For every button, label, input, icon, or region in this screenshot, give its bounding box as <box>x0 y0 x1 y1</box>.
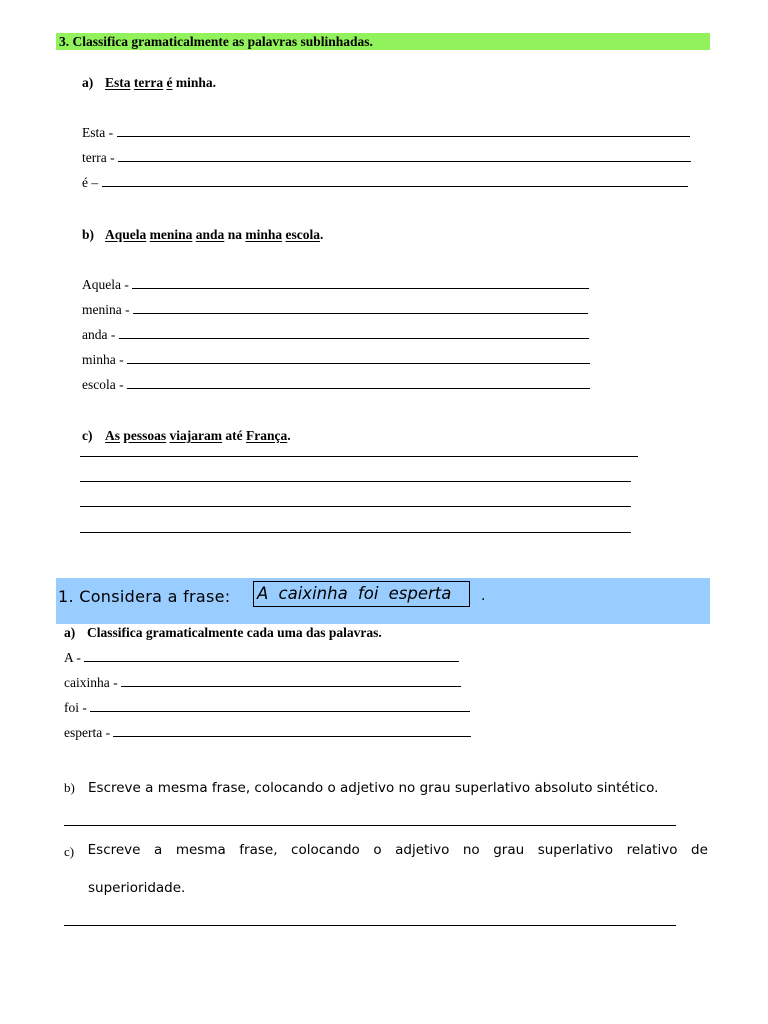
period: . <box>481 588 486 604</box>
answer-row-esperta <box>64 725 471 741</box>
exercise-1-banner <box>56 578 710 624</box>
answer-row-terra <box>82 150 691 166</box>
row-label: A - <box>64 650 81 665</box>
answer-row-aquela <box>82 277 589 293</box>
word: relativo <box>626 842 678 858</box>
answer-line[interactable] <box>102 176 688 187</box>
underlined-word: Aquela <box>105 227 147 242</box>
exercise-3-title: 3. Classifica gramaticalmente as palavras sublinhadas. <box>59 34 373 49</box>
word: superlativo <box>537 842 614 858</box>
underlined-word: anda <box>195 227 225 242</box>
underlined-word: é <box>166 75 173 90</box>
underlined-word: viajaram <box>169 428 223 443</box>
question-label: c) <box>64 844 75 859</box>
question-1a-text: Classifica gramaticalmente cada uma das palavras. <box>87 625 382 640</box>
answer-row-escola <box>82 377 590 393</box>
word: a <box>154 842 163 858</box>
row-label: esperta - <box>64 725 111 740</box>
answer-row-foi <box>64 700 470 716</box>
word: frase, <box>239 842 278 858</box>
answer-line[interactable] <box>80 532 631 533</box>
answer-row-menina <box>82 302 588 318</box>
answer-line[interactable] <box>133 303 588 314</box>
question-1c-line2: superioridade. <box>88 880 186 896</box>
underlined-word: minha <box>245 227 283 242</box>
answer-line[interactable] <box>127 378 590 389</box>
row-label: é – <box>82 175 99 190</box>
question-3a <box>82 75 216 91</box>
word: adjetivo <box>395 842 450 858</box>
exercise-3-banner <box>56 33 710 50</box>
question-label: b) <box>64 780 75 795</box>
answer-line[interactable] <box>64 925 676 926</box>
question-1b-text: Escreve a mesma frase, colocando o adjetivo no grau superlativo absoluto sintético. <box>88 780 659 796</box>
question-label: a) <box>82 75 94 90</box>
row-label: menina - <box>82 302 130 317</box>
word: o <box>373 842 382 858</box>
underlined-word: pessoas <box>123 428 167 443</box>
answer-row-e <box>82 175 688 191</box>
word: colocando <box>291 842 360 858</box>
exercise-1-title: 1. Considera a frase: <box>58 587 231 606</box>
answer-line[interactable] <box>127 353 590 364</box>
row-label: minha - <box>82 352 124 367</box>
sentence-3c <box>105 428 291 443</box>
answer-row-caixinha <box>64 675 461 691</box>
question-3c <box>82 428 291 444</box>
answer-line[interactable] <box>132 278 589 289</box>
row-label: caixinha - <box>64 675 118 690</box>
answer-line[interactable] <box>80 481 631 482</box>
answer-line[interactable] <box>119 328 589 339</box>
answer-row-a <box>64 650 459 666</box>
answer-row-minha <box>82 352 590 368</box>
question-label: c) <box>82 428 93 443</box>
answer-row-esta <box>82 125 690 141</box>
answer-line[interactable] <box>80 506 631 507</box>
row-label: escola - <box>82 377 124 392</box>
word: de <box>691 842 708 858</box>
sentence-text: até <box>222 428 247 443</box>
answer-line[interactable] <box>64 825 676 826</box>
question-label: a) <box>64 625 76 640</box>
underlined-word: terra <box>133 75 164 90</box>
sentence-text: na <box>224 227 246 242</box>
sentence-3a <box>105 75 216 90</box>
row-label: anda - <box>82 327 116 342</box>
underlined-word: menina <box>149 227 193 242</box>
answer-line[interactable] <box>113 726 471 737</box>
answer-line[interactable] <box>117 126 690 137</box>
underlined-word: França <box>246 428 288 443</box>
answer-line[interactable] <box>118 151 691 162</box>
sentence-text: . <box>287 428 291 443</box>
question-3b <box>82 227 323 243</box>
answer-line[interactable] <box>84 651 459 662</box>
question-1b <box>64 780 658 796</box>
question-1c <box>64 842 708 860</box>
answer-line[interactable] <box>90 701 470 712</box>
row-label: foi - <box>64 700 87 715</box>
word: grau <box>493 842 525 858</box>
sentence-text: . <box>319 227 324 242</box>
answer-line[interactable] <box>80 456 638 457</box>
question-1a <box>64 625 382 641</box>
answer-row-anda <box>82 327 589 343</box>
underlined-word: As <box>105 428 121 443</box>
word: no <box>462 842 480 858</box>
underlined-word: escola <box>285 227 320 242</box>
sentence-box: A caixinha foi esperta <box>253 581 470 607</box>
word: mesma <box>175 842 226 858</box>
underlined-word: Esta <box>105 75 131 90</box>
sentence-3b <box>105 227 323 242</box>
answer-line[interactable] <box>121 676 461 687</box>
question-label: b) <box>82 227 95 242</box>
row-label: Aquela - <box>82 277 129 292</box>
row-label: terra - <box>82 150 115 165</box>
word: Escreve <box>87 842 141 858</box>
sentence-text: minha. <box>172 75 217 90</box>
row-label: Esta - <box>82 125 114 140</box>
